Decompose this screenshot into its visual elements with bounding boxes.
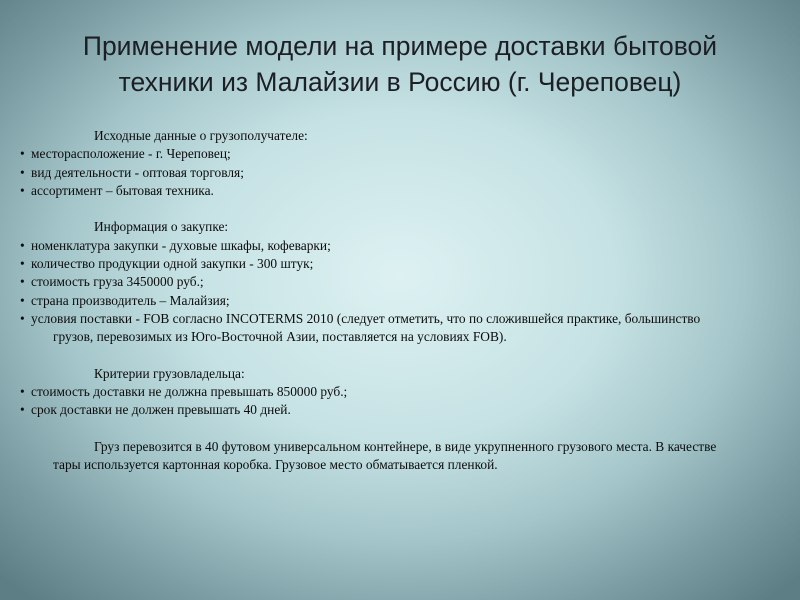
list-item (20, 383, 740, 401)
bullet-icon: • (20, 310, 25, 326)
list-item (20, 182, 740, 200)
list-item-text: количество продукции одной закупки - 300 штук; (31, 256, 314, 272)
bullet-icon: • (20, 384, 25, 400)
bullet-icon: • (20, 274, 25, 290)
bullet-icon: • (20, 146, 25, 162)
list-item (20, 145, 740, 163)
list-item (20, 237, 740, 255)
section-heading-consignee: Исходные данные о грузополучателе: (94, 128, 308, 143)
list-item-text: вид деятельности - оптовая торговля; (31, 164, 244, 180)
list-item (20, 255, 740, 273)
list-item-text: месторасположение - г. Череповец; (31, 146, 231, 162)
list-item-text: номенклатура закупки - духовые шкафы, кофеварки; (31, 237, 331, 253)
bullet-icon: • (20, 164, 25, 180)
consignee-list (20, 145, 740, 200)
slide-body (20, 127, 740, 475)
list-item-text: страна производитель – Малайзия; (31, 292, 230, 308)
section-heading-criteria: Критерии грузовладельца: (94, 365, 245, 381)
slide-title (30, 28, 770, 100)
list-item (20, 273, 740, 291)
cargo-paragraph (20, 438, 740, 475)
bullet-icon: • (20, 402, 25, 418)
bullet-icon: • (20, 292, 25, 308)
spacer (20, 200, 740, 218)
criteria-list (20, 383, 740, 420)
section-heading-purchase: Информация о закупке: (94, 219, 229, 235)
list-item (20, 292, 740, 310)
title-line-2: техники из Малайзии в Россию (г. Череповец) (118, 67, 682, 97)
cargo-paragraph-text: Груз перевозится в 40 футовом универсальном контейнере, в виде укрупненного грузового места. В качестве тары используется картонная коробка. Грузовое место обматывается пленкой. (53, 439, 717, 473)
purchase-list (20, 237, 740, 347)
bullet-icon: • (20, 256, 25, 272)
list-item (20, 401, 740, 419)
list-item (20, 164, 740, 182)
spacer (20, 347, 740, 365)
list-item-text: срок доставки не должен превышать 40 дней. (31, 402, 291, 418)
bullet-icon: • (20, 237, 25, 253)
list-item-text: стоимость груза 3450000 руб.; (31, 274, 204, 290)
list-item-text: условия поставки - FOB согласно INCOTERMS 2010 (следует отметить, что по сложившейся практике, большинство грузов, перевозимых из Юго-Восточной Азии, поставляется на условиях FOB). (31, 310, 701, 345)
title-line-1: Применение модели на примере доставки бытовой (82, 31, 718, 61)
list-item-text: стоимость доставки не должна превышать 850000 руб.; (31, 384, 348, 400)
bullet-icon: • (20, 182, 25, 198)
list-item-text: ассортимент – бытовая техника. (31, 182, 214, 198)
list-item (20, 310, 740, 347)
spacer (20, 420, 740, 438)
